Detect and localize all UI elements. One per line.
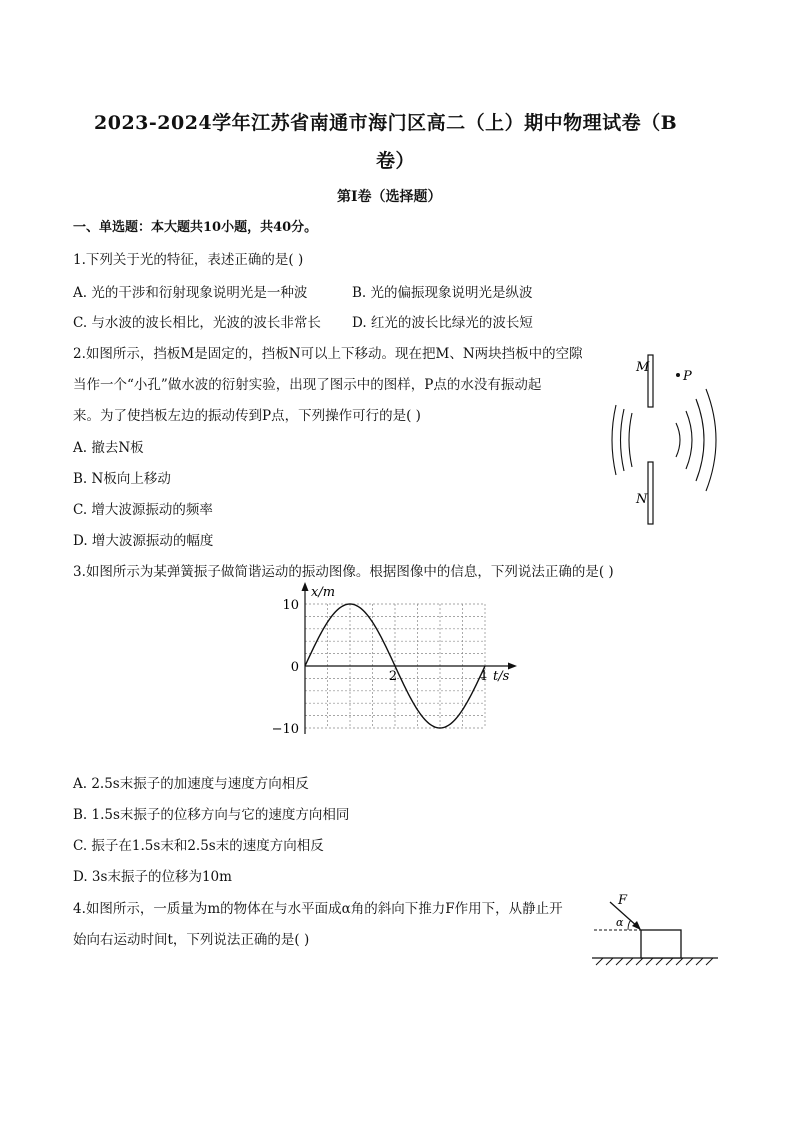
q3-vibration-chart — [268, 580, 528, 745]
chart-tick-labels — [272, 598, 488, 737]
x-axis-arrow — [508, 663, 517, 670]
q4-block-force-figure — [586, 890, 722, 972]
point-p-dot — [676, 373, 680, 377]
x-tick-label: 2 — [388, 669, 398, 684]
q3-stem: 3.如图所示为某弹簧振子做简谐运动的振动图像。根据图像中的信息，下列说法正确的是( ) — [73, 564, 614, 580]
q2-stem-line3: 来。为了使挡板左边的振动传到P点，下列操作可行的是( ) — [73, 408, 421, 424]
q1-stem: 1.下列关于光的特征，表述正确的是( ) — [73, 252, 304, 268]
incident-wavefronts — [612, 405, 632, 475]
block — [641, 930, 681, 958]
paper-title-line1: 2023-2024学年江苏省南通市海门区高二（上）期中物理试卷（B — [94, 112, 678, 134]
q2-stem-line2: 当作一个“小孔”做水波的衍射实验，出现了图示中的图样，P点的水没有振动起 — [73, 377, 542, 393]
q3-option-b: B. 1.5s末振子的位移方向与它的速度方向相同 — [73, 807, 350, 823]
q2-stem-line1: 2.如图所示，挡板M是固定的，挡板N可以上下移动。现在把M、N两块挡板中的空隙 — [73, 346, 583, 362]
y-tick-label: 0 — [290, 660, 299, 675]
q2-option-c: C. 增大波源振动的频率 — [73, 502, 213, 518]
angle-arc — [628, 920, 631, 930]
section-heading: 一、单选题：本大题共10小题，共40分。 — [73, 220, 318, 235]
y-tick-label: −10 — [271, 722, 299, 737]
q1-option-a: A. 光的干涉和衍射现象说明光是一种波 — [73, 285, 308, 301]
y-axis-label: x/m — [311, 585, 336, 600]
label-m: M — [636, 360, 650, 375]
q3-option-c: C. 振子在1.5s末和2.5s末的速度方向相反 — [73, 838, 324, 854]
q2-diffraction-figure — [600, 345, 730, 535]
label-f: F — [618, 893, 628, 908]
diffracted-wavefronts — [676, 389, 716, 491]
q3-option-a: A. 2.5s末振子的加速度与速度方向相反 — [73, 776, 309, 792]
y-tick-label: 10 — [282, 598, 299, 613]
q1-option-d: D. 红光的波长比绿光的波长短 — [352, 315, 533, 331]
paper-title-line2: 卷） — [376, 150, 416, 172]
q4-stem-line1: 4.如图所示，一质量为m的物体在与水平面成α角的斜向下推力F作用下，从静止开 — [73, 901, 563, 917]
q1-option-b: B. 光的偏振现象说明光是纵波 — [352, 285, 533, 301]
x-axis-label: t/s — [493, 669, 510, 684]
part-heading: 第Ⅰ卷（选择题） — [337, 189, 442, 205]
y-axis-arrow — [302, 582, 309, 591]
x-tick-label: 4 — [478, 669, 488, 684]
q2-option-b: B. N板向上移动 — [73, 471, 171, 487]
q2-option-d: D. 增大波源振动的幅度 — [73, 533, 214, 549]
q1-option-c: C. 与水波的波长相比，光波的波长非常长 — [73, 315, 321, 331]
q3-option-d: D. 3s末振子的位移为10m — [73, 869, 232, 885]
q4-stem-line2: 始向右运动时间t，下列说法正确的是( ) — [73, 932, 310, 948]
ground-hatching — [596, 958, 713, 965]
label-p: P — [683, 369, 692, 384]
barrier-n — [648, 462, 653, 524]
q2-option-a: A. 撤去N板 — [73, 440, 144, 456]
label-n: N — [636, 492, 648, 507]
label-alpha: α — [616, 916, 624, 929]
